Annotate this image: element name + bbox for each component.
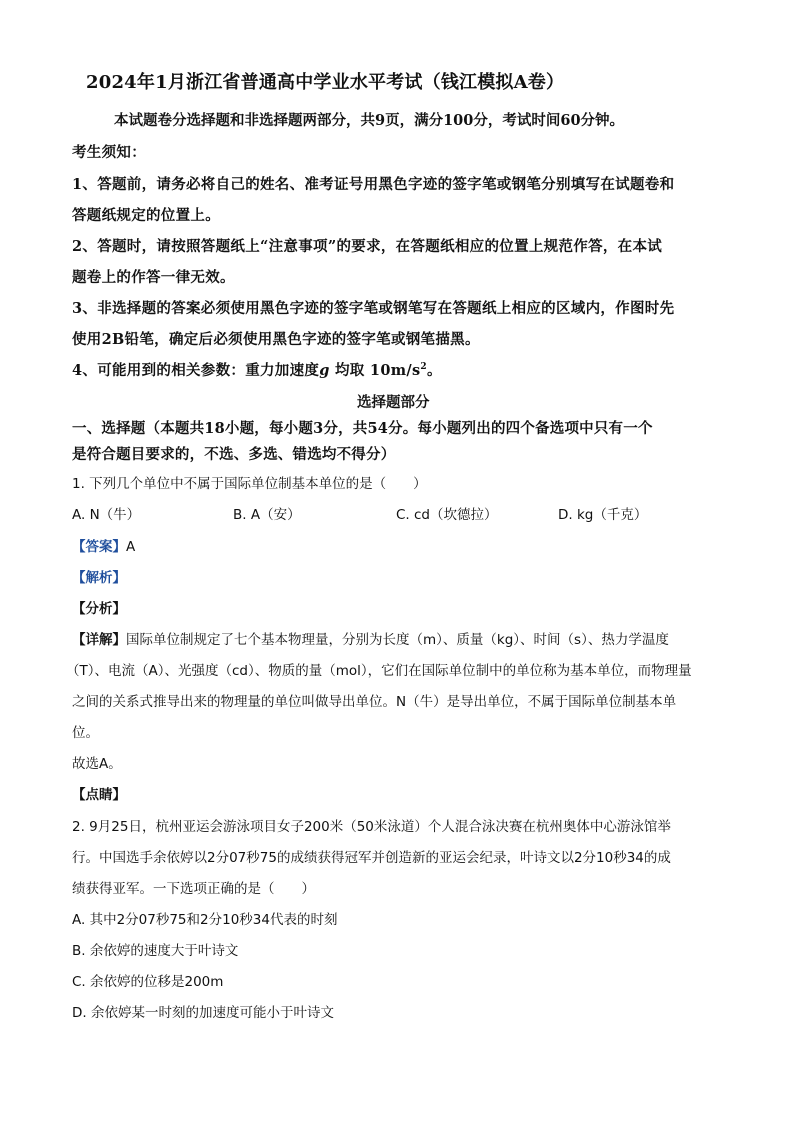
detail-line: 之间的关系式推导出来的物理量的单位叫做导出单位。N（牛）是导出单位，不属于国际单位制基本单 xyxy=(72,694,677,710)
notice4-suffix: 。 xyxy=(426,362,442,379)
fenxi-row xyxy=(72,597,126,617)
detail-tag: 【详解】 xyxy=(72,632,126,648)
fenxi-tag: 【分析】 xyxy=(72,601,126,617)
question-1-option-d: D. kg（千克） xyxy=(558,507,648,523)
page-title: 2024年1月浙江省普通高中学业水平考试（钱江模拟A卷） xyxy=(86,72,565,93)
exam-intro: 本试题卷分选择题和非选择题两部分，共9页，满分100分，考试时间60分钟。 xyxy=(114,112,625,129)
dianjing-row xyxy=(72,783,126,803)
detail-line: （T）、电流（A）、光强度（cd）、物质的量（mol），它们在国际单位制中的单位称为基本单位，而物理量 xyxy=(66,663,692,679)
question-2-stem-line: 行。中国选手余依婷以2分07秒75的成绩获得冠军并创造新的亚运会纪录，叶诗文以2分10秒34的成 xyxy=(72,850,671,866)
question-2-stem-line: 2. 9月25日，杭州亚运会游泳项目女子200米（50米泳道）个人混合泳决赛在杭州奥体中心游泳馆举 xyxy=(72,819,671,835)
notice4-middle: 均取 10m/s xyxy=(329,362,421,379)
analysis-row xyxy=(72,566,126,586)
notice-line: 答题纸规定的位置上。 xyxy=(72,207,220,224)
section-title: 选择题部分 xyxy=(357,394,430,411)
question-2-option-b: B. 余依婷的速度大于叶诗文 xyxy=(72,943,239,959)
notice-heading: 考生须知： xyxy=(72,144,146,161)
question-2-option-a: A. 其中2分07秒75和2分10秒34代表的时刻 xyxy=(72,912,338,928)
question-1-option-a: A. N（牛） xyxy=(72,507,141,523)
notice-line: 使用2B铅笔，确定后必须使用黑色字迹的签字笔或钢笔描黑。 xyxy=(72,331,480,348)
question-1-option-c: C. cd（坎德拉） xyxy=(396,507,498,523)
detail-row xyxy=(72,628,669,648)
answer-value: A xyxy=(126,539,136,555)
notice4-prefix: 4、可能用到的相关参数：重力加速度 xyxy=(72,362,320,379)
analysis-tag: 【解析】 xyxy=(72,570,126,586)
detail-line: 国际单位制规定了七个基本物理量，分别为长度（m）、质量（kg）、时间（s）、热力学温度 xyxy=(126,632,669,648)
question-2-option-d: D. 余依婷某一时刻的加速度可能小于叶诗文 xyxy=(72,1005,334,1021)
notice-line: 2、答题时，请按照答题纸上“注意事项”的要求，在答题纸相应的位置上规范作答，在本试 xyxy=(72,238,663,255)
question-2-option-c: C. 余依婷的位移是200m xyxy=(72,974,224,990)
answer-row xyxy=(72,535,135,555)
conclusion: 故选A。 xyxy=(72,756,122,772)
notice-line: 题卷上的作答一律无效。 xyxy=(72,269,235,286)
gravity-symbol: g xyxy=(319,362,330,379)
notice-line: 1、答题前，请务必将自己的姓名、准考证号用黑色字迹的签字笔或钢笔分别填写在试题卷和 xyxy=(72,176,675,193)
notice-line-4 xyxy=(72,359,442,380)
question-2-stem-line: 绩获得亚军。一下选项正确的是（ ） xyxy=(72,881,315,897)
detail-line: 位。 xyxy=(72,725,99,741)
part-heading-line: 一、选择题（本题共18小题，每小题3分，共54分。每小题列出的四个备选项中只有一个 xyxy=(72,420,653,437)
question-1-option-b: B. A（安） xyxy=(233,507,301,523)
part-heading-line: 是符合题目要求的，不选、多选、错选均不得分） xyxy=(72,446,396,463)
notice4-sup: 2 xyxy=(420,362,427,373)
question-1-stem: 1. 下列几个单位中不属于国际单位制基本单位的是（ ） xyxy=(72,476,427,492)
answer-tag: 【答案】 xyxy=(72,539,126,555)
notice-line: 3、非选择题的答案必须使用黑色字迹的签字笔或钢笔写在答题纸上相应的区域内，作图时先 xyxy=(72,300,675,317)
dianjing-tag: 【点睛】 xyxy=(72,787,126,803)
